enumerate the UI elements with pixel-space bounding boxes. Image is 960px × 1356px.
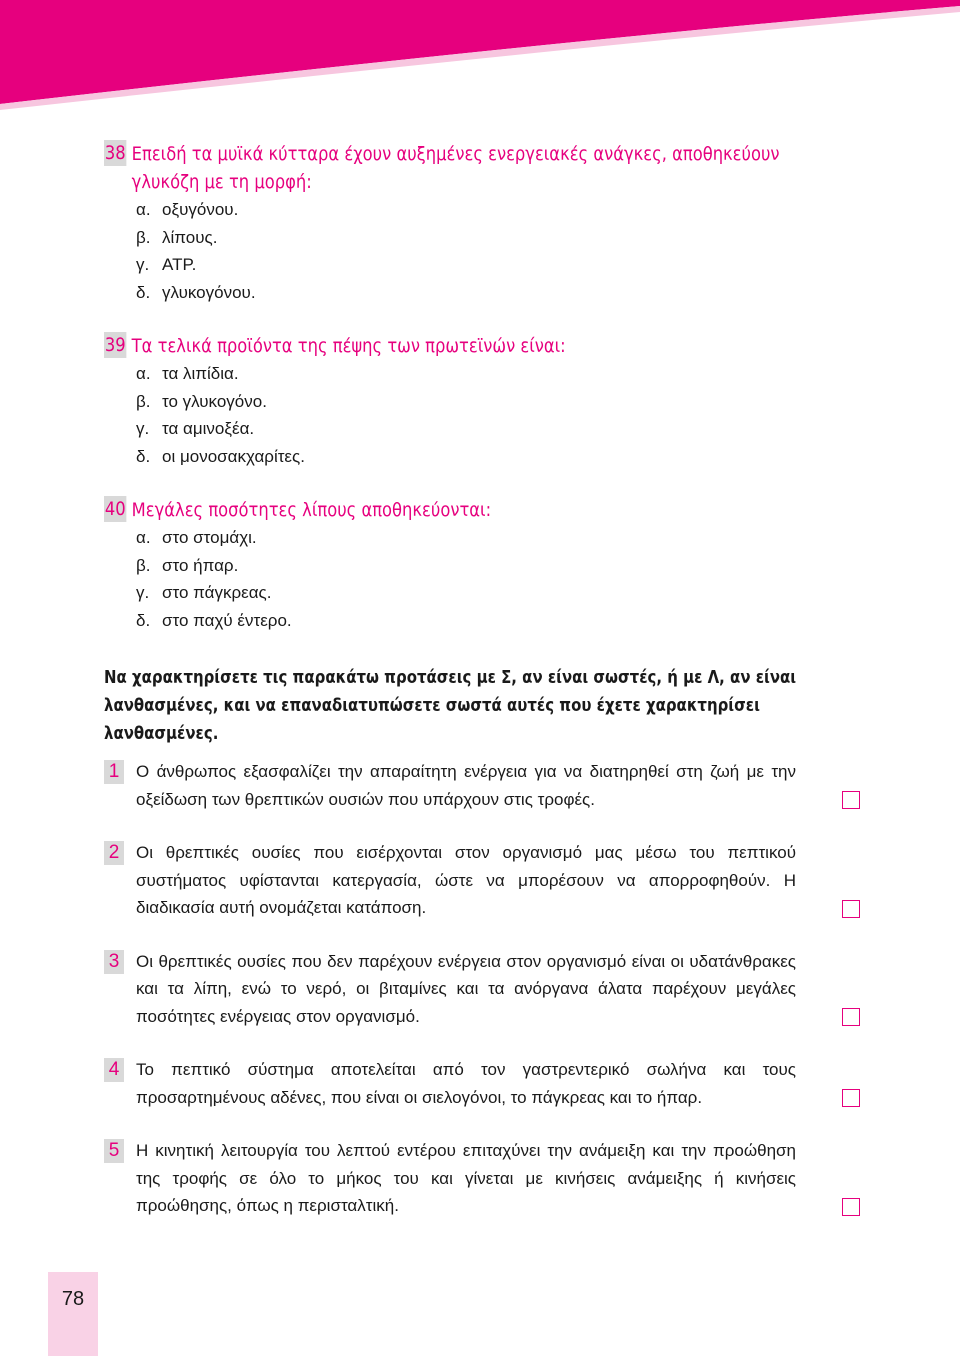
option-text: οι μονοσακχαρίτες. [162, 446, 305, 466]
statement-2 [104, 839, 884, 922]
page-content [104, 140, 884, 1246]
question-header [104, 496, 844, 524]
question-header [104, 332, 844, 360]
statement-text: Ο άνθρωπος εξασφαλίζει την απαραίτητη ενέργεια για να διατηρηθεί στη ζωή με την οξείδωση των θρεπτικών ουσιών που υπάρχουν στις τροφές. [136, 762, 796, 809]
option-b [136, 552, 884, 580]
answer-checkbox[interactable] [842, 791, 860, 809]
option-text: τα λιπίδια. [162, 364, 239, 383]
option-letter: β. [136, 555, 151, 575]
statement-number: 3 [104, 950, 124, 974]
option-letter: δ. [136, 610, 151, 630]
statement-3 [104, 948, 884, 1031]
option-text: γλυκογόνου. [162, 282, 256, 302]
option-letter: δ. [136, 282, 151, 302]
page-number-tab [48, 1272, 98, 1356]
option-a [136, 360, 884, 388]
answer-checkbox[interactable] [842, 1089, 860, 1107]
statement-text: Οι θρεπτικές ουσίες που δεν παρέχουν ενέργεια στον οργανισμό είναι οι υδατάνθρακες και τα λίπη, ενώ το νερό, οι βιταμίνες και τα ανόργανα άλατα παρέχουν μεγάλες ποσότητες ενέργειας στον οργανισμό. [136, 951, 796, 1026]
true-false-instructions: Να χαρακτηρίσετε τις παρακάτω προτάσεις με Σ, αν είναι σωστές, ή με Λ, αν είναι λανθασμένες, και να επαναδιατυπώσετε σωστά αυτές που έχετε χαρακτηρίσει λανθασμένες. [104, 667, 797, 744]
option-letter: α. [136, 200, 151, 219]
top-banner [0, 0, 960, 110]
option-text: στο ήπαρ. [162, 555, 239, 575]
page-number: 78 [61, 1288, 85, 1310]
question-header [104, 140, 844, 196]
option-d [136, 279, 884, 307]
option-text: τα αμινοξέα. [162, 419, 255, 438]
option-text: στο πάγκρεας. [162, 583, 272, 602]
question-text: Επειδή τα μυϊκά κύτταρα έχουν αυξημένες ενεργειακές ανάγκες, αποθηκεύουν γλυκόζη με τη μορφή: [131, 143, 780, 193]
option-text: οξυγόνου. [162, 200, 239, 219]
option-b [136, 224, 884, 252]
option-list [104, 196, 884, 306]
question-40 [104, 496, 884, 634]
option-c [136, 415, 884, 443]
answer-checkbox[interactable] [842, 1198, 860, 1216]
option-letter: α. [136, 364, 151, 383]
statement-5 [104, 1137, 884, 1220]
answer-checkbox[interactable] [842, 900, 860, 918]
statement-number: 4 [104, 1058, 124, 1082]
option-letter: δ. [136, 446, 151, 466]
option-letter: β. [136, 227, 151, 247]
option-text: το γλυκογόνο. [162, 391, 267, 411]
option-d [136, 443, 884, 471]
option-a [136, 524, 884, 552]
statement-number: 2 [104, 841, 124, 865]
statement-text: Το πεπτικό σύστημα αποτελείται από τον γαστρεντερικό σωλήνα και τους προσαρτημένους αδένες, που είναι οι σιελογόνοι, το πάγκρεας και το ήπαρ. [136, 1060, 796, 1107]
statement-text: Η κινητική λειτουργία του λεπτού εντέρου επιταχύνει την ανάμειξη και την προώθηση της τροφής σε όλο το μήκος του και γίνεται με κινήσεις ανάμειξης ή κινήσεις προώθησης, όπως η περισταλτική. [136, 1141, 796, 1215]
statement-1 [104, 758, 884, 813]
question-number: 38 [104, 142, 126, 164]
option-a [136, 196, 884, 224]
option-text: στο στομάχι. [162, 528, 257, 547]
option-b [136, 388, 884, 416]
statement-number: 1 [104, 760, 124, 784]
statement-number: 5 [104, 1139, 124, 1163]
option-list [104, 524, 884, 634]
question-number: 39 [104, 334, 126, 356]
option-list [104, 360, 884, 470]
option-letter: γ. [136, 583, 150, 602]
option-letter: α. [136, 528, 151, 547]
question-38 [104, 140, 884, 306]
question-text: Τα τελικά προϊόντα της πέψης των πρωτεϊνών είναι: [131, 335, 566, 357]
answer-checkbox[interactable] [842, 1008, 860, 1026]
option-c [136, 251, 884, 279]
option-letter: γ. [136, 255, 150, 274]
statement-4 [104, 1056, 884, 1111]
question-number: 40 [104, 498, 126, 520]
question-39 [104, 332, 884, 470]
option-d [136, 607, 884, 635]
option-text: λίπους. [162, 227, 218, 247]
option-text: στο παχύ έντερο. [162, 610, 292, 630]
statement-text: Οι θρεπτικές ουσίες που εισέρχονται στον οργανισμό μας μέσω του πεπτικού συστήματος υφίστανται κατεργασία, ώστε να μπορέσουν να απορροφηθούν. Η διαδικασία αυτή ονομάζεται κατάποση. [136, 843, 796, 917]
option-letter: γ. [136, 419, 150, 438]
question-text: Μεγάλες ποσότητες λίπους αποθηκεύονται: [131, 499, 492, 521]
option-text: ATP. [162, 255, 197, 274]
option-letter: β. [136, 391, 151, 411]
option-c [136, 579, 884, 607]
